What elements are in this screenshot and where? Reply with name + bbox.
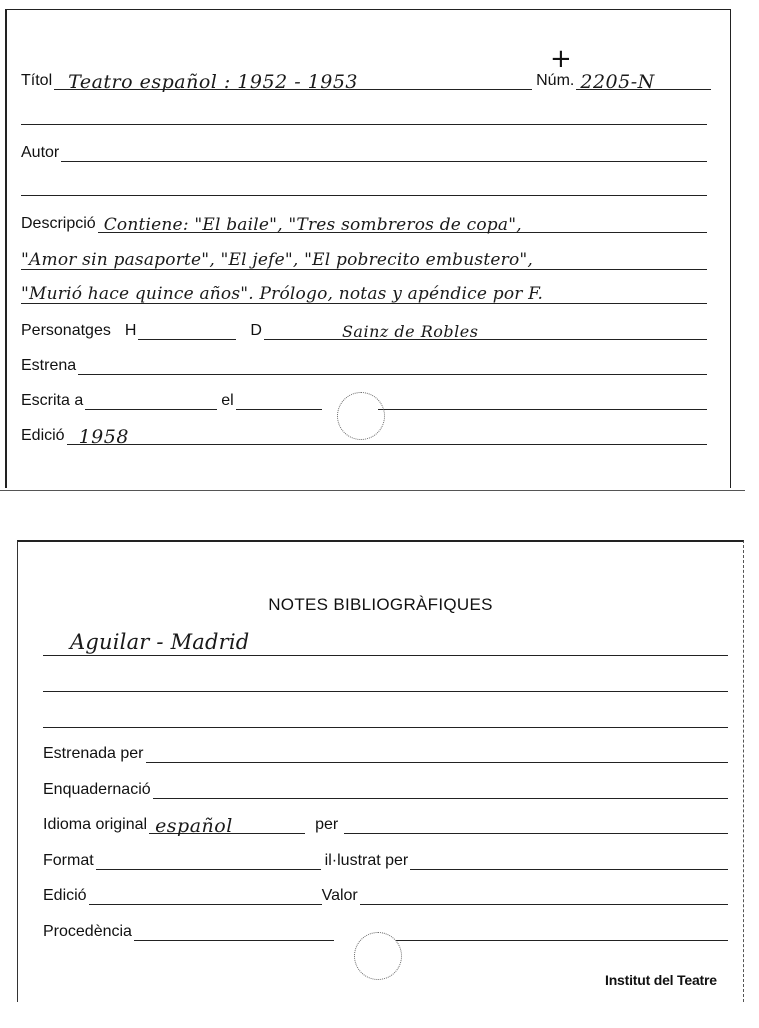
notes-value: Aguilar - Madrid xyxy=(70,630,250,654)
idioma-field xyxy=(149,815,305,837)
personatges-label: Personatges xyxy=(21,322,111,339)
d-field xyxy=(264,323,707,340)
blank-line xyxy=(21,124,707,125)
titol-row xyxy=(21,71,711,93)
estrenada-row xyxy=(43,745,728,763)
valor-label: Valor xyxy=(321,887,358,904)
edicio-label: Edició xyxy=(43,887,87,904)
format-row xyxy=(43,852,728,870)
estrenada-label: Estrenada per xyxy=(43,745,144,762)
estrenada-field xyxy=(146,746,728,763)
handwritten-plus-mark: + xyxy=(550,44,572,74)
punch-hole-mark xyxy=(354,932,402,980)
titol-value: Teatro español : 1952 - 1953 xyxy=(68,71,359,93)
d-label: D xyxy=(250,322,262,339)
notes-line-1 xyxy=(43,655,728,656)
edicio-row xyxy=(21,426,707,448)
card-separator xyxy=(0,490,745,491)
per-field xyxy=(344,817,728,834)
autor-label: Autor xyxy=(21,144,60,161)
format-field xyxy=(96,853,321,870)
il-lustrat-field xyxy=(410,853,728,870)
descripcio-row xyxy=(21,215,707,233)
descripcio-line-1: Contiene: "El baile", "Tres sombreros de copa", xyxy=(103,215,522,235)
descripcio-label: Descripció xyxy=(21,215,96,232)
estrena-label: Estrena xyxy=(21,357,77,374)
institution-stamp: Institut del Teatre xyxy=(605,972,717,988)
estrena-row xyxy=(21,357,707,375)
edicio-value: 1958 xyxy=(78,426,129,448)
il-lustrat-label: il·lustrat per xyxy=(324,852,409,869)
titol-label: Títol xyxy=(21,72,53,89)
valor-field xyxy=(360,888,728,905)
d-value: Sainz de Robles xyxy=(341,322,479,341)
idioma-value: español xyxy=(155,815,233,837)
personatges-row xyxy=(21,322,707,340)
descripcio-line-3: "Murió hace quince años". Prólogo, notas y apéndice por F. xyxy=(21,284,544,304)
autor-field xyxy=(61,145,707,162)
autor-row xyxy=(21,144,707,162)
procedencia-field-continued xyxy=(396,924,728,941)
notes-heading: NOTES BIBLIOGRÀFIQUES xyxy=(268,595,493,614)
edicio-field xyxy=(67,426,707,448)
procedencia-field xyxy=(134,924,334,941)
enquadernacio-row xyxy=(43,781,728,799)
escrita-field xyxy=(85,393,217,410)
el-field xyxy=(236,393,322,410)
format-label: Format xyxy=(43,852,94,869)
edicio-valor-row xyxy=(43,887,728,905)
procedencia-label: Procedència xyxy=(43,923,132,940)
edicio-field xyxy=(89,888,322,905)
notes-line-3 xyxy=(43,727,728,728)
descripcio-field xyxy=(98,216,707,233)
titol-field xyxy=(54,71,532,93)
escrita-label: Escrita a xyxy=(21,392,84,409)
idioma-label: Idioma original xyxy=(43,816,148,833)
num-label: Núm. xyxy=(536,72,575,89)
el-field-continued xyxy=(378,393,707,410)
notes-line-2 xyxy=(43,691,728,692)
per-label: per xyxy=(315,816,339,833)
h-label: H xyxy=(124,322,137,339)
enquadernacio-label: Enquadernació xyxy=(43,781,151,798)
catalog-card-back xyxy=(17,540,744,1002)
num-field xyxy=(576,71,711,93)
el-label: el xyxy=(221,392,234,409)
num-value: 2205-N xyxy=(580,71,655,93)
catalog-card-front xyxy=(5,9,731,488)
edicio-label: Edició xyxy=(21,427,65,444)
blank-line xyxy=(21,195,707,196)
estrena-field xyxy=(78,358,707,375)
idioma-row xyxy=(43,815,728,837)
enquadernacio-field xyxy=(153,782,728,799)
descripcio-line-2: "Amor sin pasaporte", "El jefe", "El pobrecito embustero", xyxy=(21,250,534,270)
h-field xyxy=(138,323,236,340)
